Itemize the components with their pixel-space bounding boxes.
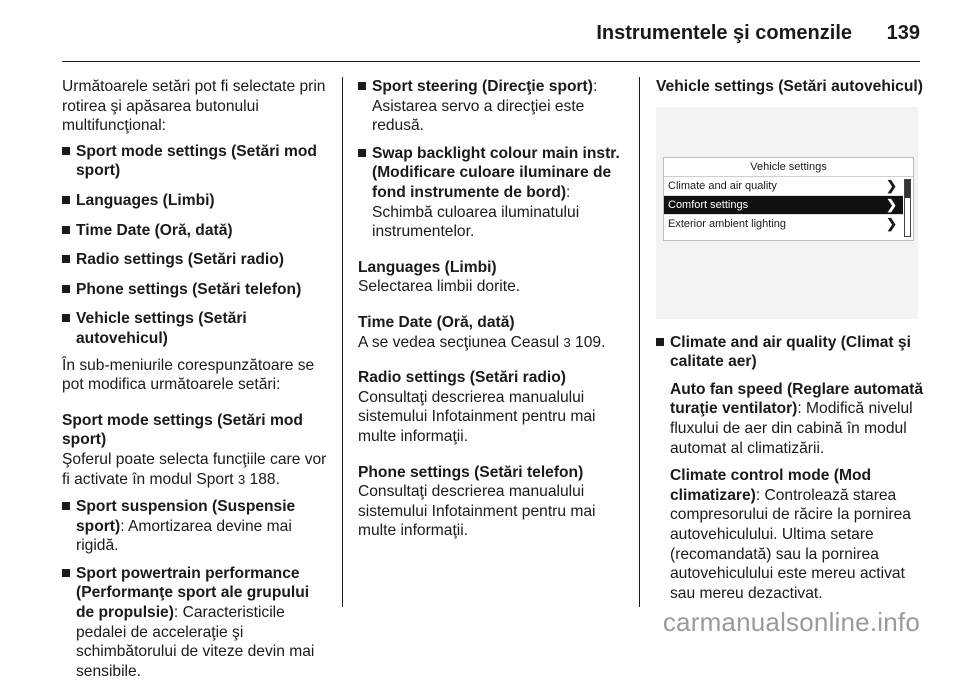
section-text: Consultaţi descrierea manualului sistemului Infotainment pentru mai multe informaţii. [358,388,596,445]
display-screenshot [656,107,918,319]
section-text: A se vedea secţiunea Ceasul 3 109. [358,333,606,351]
list-item: Sport suspension (Suspensie sport): Amortizarea devine mai rigidă. [62,497,328,556]
list-item: Climate and air quality (Climat şi calitate aer) [656,333,924,372]
intro-paragraph: Următoarele setări pot fi selectate prin rotirea şi apăsarea butonului multifuncţional: [62,78,326,135]
scrollbar-thumb [905,180,910,198]
settings-menu-list [62,142,328,349]
vehicle-settings-screen [663,157,914,241]
column-divider [342,77,343,607]
column-divider [639,77,640,607]
header-divider [62,61,920,62]
page-title: Instrumentele şi comenzile [596,22,852,44]
screen-menu-item: Exterior ambient lighting ❯ [668,215,897,231]
column-3 [656,77,924,603]
sub-item: Auto fan speed (Reglare automată turaţie ventilator): Modifică nivelul fluxului de aer din cabină în modul automat al climatizării. [670,380,924,457]
list-item: Sport powertrain performance (Performanţe sport ale grupului de propulsie): Caracteristicile pedalei de acceleraţie şi schimbătorului de viteze devin mai sensibile. [62,564,328,681]
submenu-note: În sub-meniurile corespunzătoare se pot modifica următoarele setări: [62,356,315,394]
section-heading: Languages (Limbi) [358,258,497,276]
section-text: Selectarea limbii dorite. [358,278,521,296]
chevron-right-icon: ❯ [886,177,897,193]
section-heading: Time Date (Oră, dată) [358,313,515,331]
screen-title: Vehicle settings [664,158,913,177]
screen-scrollbar [904,179,911,237]
list-item: Sport steering (Direcţie sport): Asistarea servo a direcţiei este redusă. [358,77,628,136]
section-text: Consultaţi descrierea manualului sistemului Infotainment pentru mai multe informaţii. [358,483,596,540]
sub-item: Climate control mode (Mod climatizare): Controlează starea compresorului de răcire la pornirea autovehiculului. Ultima setare (recomandată) sau la pornirea autovehiculului este mereu activat sau mereu dezactivat. [670,467,911,602]
list-item: Languages (Limbi) [62,191,328,211]
watermark: carmanualsonline.info [662,607,920,637]
list-item: Time Date (Oră, dată) [62,221,328,241]
list-item: Radio settings (Setări radio) [62,250,328,270]
section-text: Şoferul poate selecta funcţiile care vor fi activate în modul Sport 3 188. [62,450,327,488]
page-header [0,0,960,62]
section-heading: Vehicle settings (Setări autovehicul) [656,78,923,95]
section-heading: Sport mode settings (Setări mod sport) [62,411,303,449]
screen-menu-item: Climate and air quality ❯ [664,177,903,196]
page-reference-icon: 3 [563,334,571,350]
chevron-right-icon: ❯ [886,215,897,231]
section-heading: Radio settings (Setări radio) [358,369,566,387]
list-item: Phone settings (Setări telefon) [62,280,328,300]
page-reference-icon: 3 [237,471,246,487]
section-heading: Phone settings (Setări telefon) [358,463,584,481]
column-2 [358,77,628,541]
screen-menu-item-selected: Comfort settings ❯ [664,196,903,215]
chevron-right-icon: ❯ [886,196,897,212]
list-item: Sport mode settings (Setări mod sport) [62,142,328,181]
list-item: Vehicle settings (Setări autovehicul) [62,309,328,348]
column-1 [62,77,328,681]
page-number: 139 [886,22,920,44]
list-item: Swap backlight colour main instr. (Modificare culoare iluminare de fond instrumente de bord): Schimbă culoarea iluminatului instrumentelor. [358,144,628,242]
